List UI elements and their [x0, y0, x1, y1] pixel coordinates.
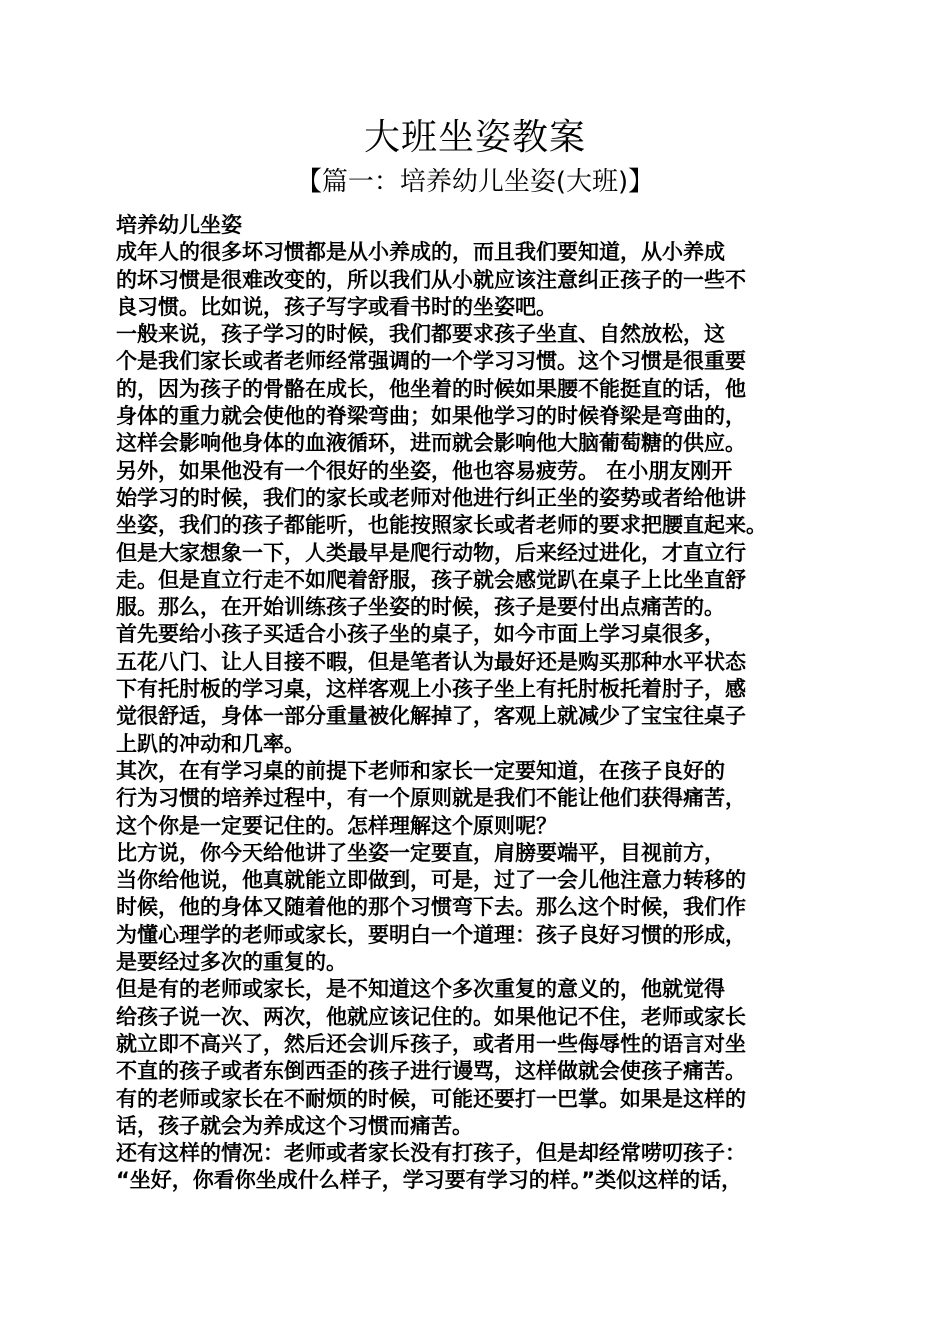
- text-line: 行为习惯的培养过程中，有一个原则就是我们不能让他们获得痛苦，: [116, 786, 746, 811]
- text-line: 觉很舒适，身体一部分重量被化解掉了，客观上就减少了宝宝往桌子: [116, 704, 746, 729]
- text-line: 话，孩子就会为养成这个习惯而痛苦。: [116, 1113, 473, 1138]
- text-line: 良习惯。比如说，孩子写字或看书时的坐姿吧。: [116, 294, 557, 319]
- text-line: 身体的重力就会使他的脊梁弯曲；如果他学习的时候脊梁是弯曲的，: [116, 404, 746, 429]
- text-line: 其次，在有学习桌的前提下老师和家长一定要知道，在孩子良好的: [116, 758, 725, 783]
- text-line: 下有托肘板的学习桌，这样客观上小孩子坐上有托肘板托着肘子，感: [116, 677, 746, 702]
- text-line: 不直的孩子或者东倒西歪的孩子进行谩骂，这样做就会使孩子痛苦。: [116, 1059, 746, 1084]
- text-line: 上趴的冲动和几率。: [116, 731, 305, 756]
- text-line: 但是大家想象一下，人类最早是爬行动物，后来经过进化，才直立行: [116, 540, 746, 565]
- text-line: 这样会影响他身体的血液循环，进而就会影响他大脑葡萄糖的供应。: [116, 431, 746, 456]
- text-line: 五花八门、让人目接不暇，但是笔者认为最好还是购买那种水平状态: [116, 649, 746, 674]
- text-line: 当你给他说，他真就能立即做到，可是，过了一会儿他注意力转移的: [116, 868, 746, 893]
- text-line: 一般来说，孩子学习的时候，我们都要求孩子坐直、自然放松，这: [116, 322, 725, 347]
- text-line: 个是我们家长或者老师经常强调的一个学习习惯。这个习惯是很重要: [116, 349, 746, 374]
- text-line: 走。但是直立行走不如爬着舒服，孩子就会感觉趴在桌子上比坐直舒: [116, 567, 746, 592]
- text-line: 就立即不高兴了，然后还会训斥孩子，或者用一些侮辱性的语言对坐: [116, 1031, 746, 1056]
- text-line: 的，因为孩子的骨骼在成长，他坐着的时候如果腰不能挺直的话，他: [116, 376, 746, 401]
- text-line: 为懂心理学的老师或家长，要明白一个道理：孩子良好习惯的形成，: [116, 922, 746, 947]
- text-line: 但是有的老师或家长，是不知道这个多次重复的意义的，他就觉得: [116, 977, 725, 1002]
- text-line: 培养幼儿坐姿: [116, 213, 242, 237]
- text-line: 有的老师或家长在不耐烦的时候，可能还要打一巴掌。如果是这样的: [116, 1086, 746, 1111]
- text-line: 是要经过多次的重复的。: [116, 950, 347, 975]
- text-line: “坐好，你看你坐成什么样子，学习要有学习的样。”类似这样的话，: [116, 1168, 743, 1193]
- text-line: 另外，如果他没有一个很好的坐姿，他也容易疲劳。 在小朋友刚开: [116, 458, 733, 483]
- text-line: 的坏习惯是很难改变的，所以我们从小就应该注意纠正孩子的一些不: [116, 267, 746, 292]
- document-subtitle: 【篇一：培养幼儿坐姿(大班)】: [295, 167, 655, 197]
- document-body: [116, 212, 838, 1195]
- text-line: 比方说，你今天给他讲了坐姿一定要直，肩膀要端平，目视前方，: [116, 840, 725, 865]
- document-title: 大班坐姿教案: [363, 117, 586, 158]
- text-line: 给孩子说一次、两次，他就应该记住的。如果他记不住，老师或家长: [116, 1004, 746, 1029]
- text-line: 服。那么，在开始训练孩子坐姿的时候，孩子是要付出点痛苦的。: [116, 595, 725, 620]
- text-line: 首先要给小孩子买适合小孩子坐的桌子，如今市面上学习桌很多，: [116, 622, 725, 647]
- text-line: 始学习的时候，我们的家长或老师对他进行纠正坐的姿势或者给他讲: [116, 485, 746, 510]
- text-line: 成年人的很多坏习惯都是从小养成的，而且我们要知道，从小养成: [116, 240, 725, 265]
- text-line: 还有这样的情况：老师或者家长没有打孩子，但是却经常唠叨孩子：: [116, 1141, 746, 1166]
- text-line: 这个你是一定要记住的。怎样理解这个原则呢？: [116, 813, 557, 838]
- text-line: 时候，他的身体又随着他的那个习惯弯下去。那么这个时候，我们作: [116, 895, 746, 920]
- text-line: 坐姿，我们的孩子都能听，也能按照家长或者老师的要求把腰直起来。: [116, 513, 767, 538]
